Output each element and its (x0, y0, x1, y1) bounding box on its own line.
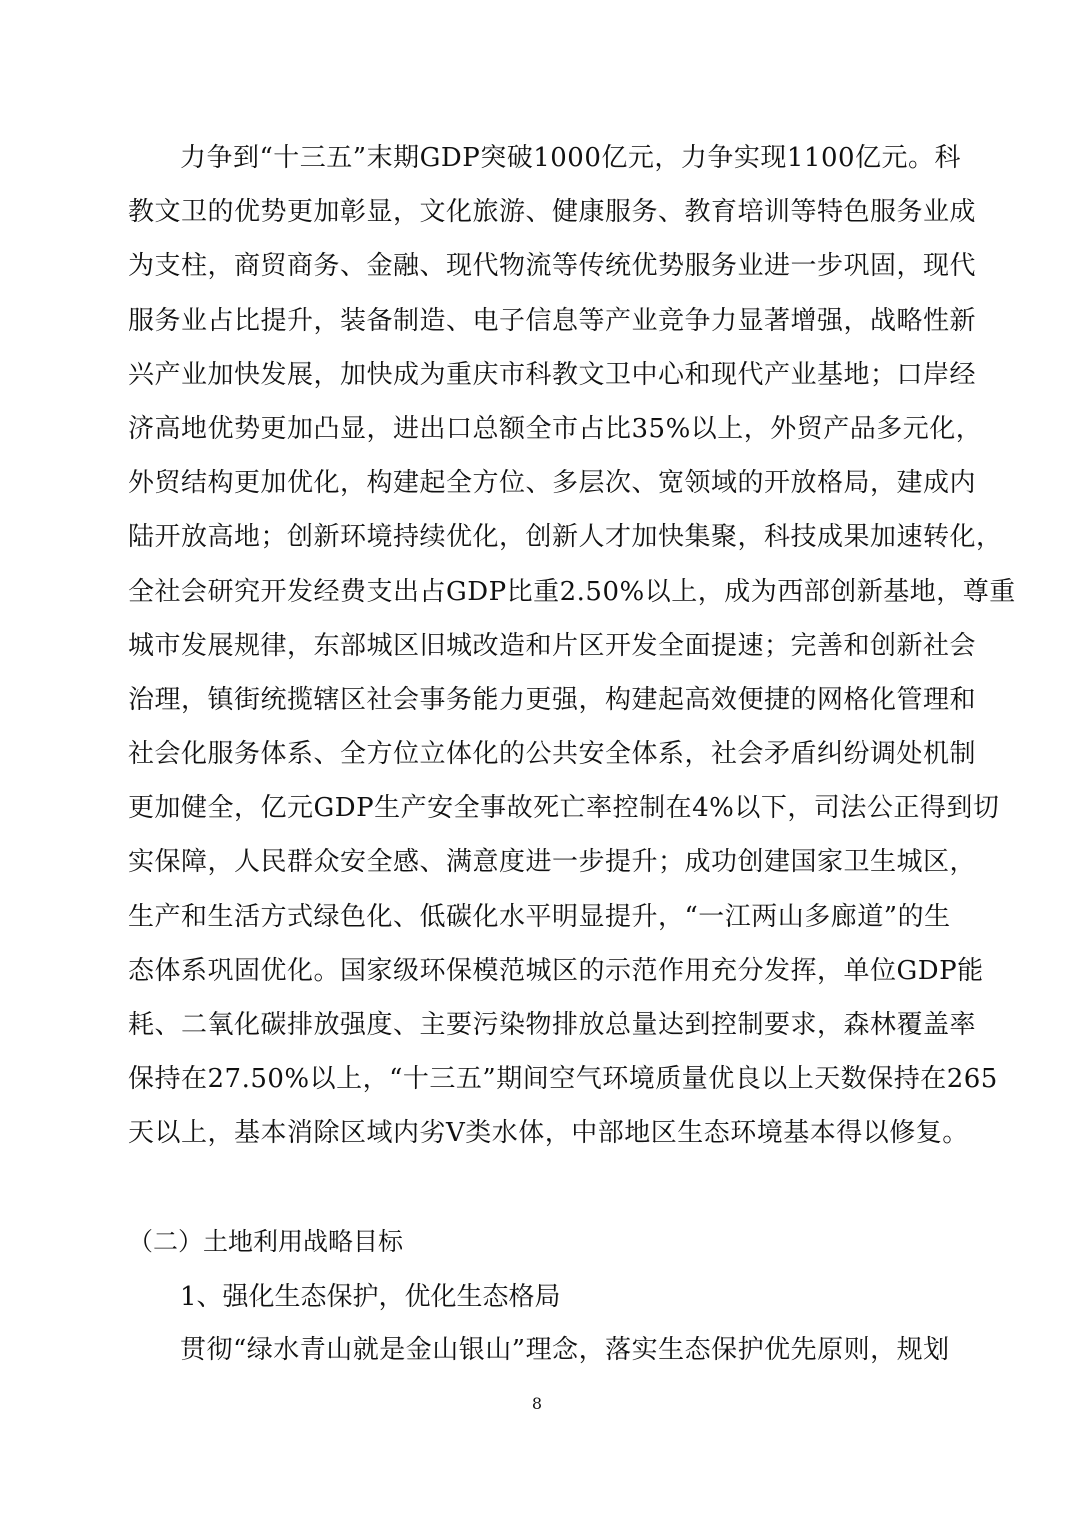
paragraph-line: 更加健全，亿元GDP生产安全事故死亡率控制在4%以下，司法公正得到切 (128, 793, 1000, 824)
paragraph-line: 保持在27.50%以上，“十三五”期间空气环境质量优良以上天数保持在265 (128, 1064, 998, 1095)
page-number: 8 (531, 1394, 543, 1413)
paragraph-line: 城市发展规律，东部城区旧城改造和片区开发全面提速；完善和创新社会 (128, 630, 977, 661)
paragraph-goals (128, 136, 1016, 1166)
paragraph-line: 治理，镇街统揽辖区社会事务能力更强，构建起高效便捷的网格化管理和 (128, 684, 977, 715)
paragraph-line: 为支柱，商贸商务、金融、现代物流等传统优势服务业进一步巩固，现代 (128, 251, 977, 282)
paragraph-line: 耗、二氧化碳排放强度、主要污染物排放总量达到控制要求，森林覆盖率 (128, 1010, 977, 1040)
paragraph-line: 力争到“十三五”末期GDP突破1000亿元，力争实现1100亿元。科 (180, 143, 962, 173)
paragraph-line: 实保障，人民群众安全感、满意度进一步提升；成功创建国家卫生城区， (128, 847, 977, 878)
paragraph-line: 外贸结构更加优化，构建起全方位、多层次、宽领域的开放格局，建成内 (128, 468, 977, 499)
paragraph-line: 济高地优势更加凸显，进出口总额全市占比35%以上，外贸产品多元化， (128, 413, 983, 444)
paragraph-line: 教文卫的优势更加彰显，文化旅游、健康服务、教育培训等特色服务业成 (128, 197, 977, 228)
paragraph-line: 服务业占比提升，装备制造、电子信息等产业竞争力显著增强，战略性新 (128, 305, 977, 336)
paragraph-line: 全社会研究开发经费支出占GDP比重2.50%以上，成为西部创新基地，尊重 (128, 576, 1016, 607)
paragraph-line: 社会化服务体系、全方位立体化的公共安全体系，社会矛盾纠纷调处机制 (128, 739, 977, 770)
paragraph-line: 贯彻“绿水青山就是金山银山”理念，落实生态保护优先原则，规划 (180, 1335, 950, 1365)
paragraph-line: 陆开放高地；创新环境持续优化，创新人才加快集聚，科技成果加速转化， (128, 522, 1003, 553)
paragraph-line: 态体系巩固优化。国家级环保模范城区的示范作用充分发挥，单位GDP能 (128, 955, 984, 986)
paragraph-line: 生产和生活方式绿色化、低碳化水平明显提升，“一江两山多廊道”的生 (128, 901, 951, 932)
subsection-heading: 1、强化生态保护，优化生态格局 (180, 1282, 561, 1312)
paragraph-line: 天以上，基本消除区域内劣V类水体，中部地区生态环境基本得以修复。 (128, 1118, 969, 1149)
paragraph-closing (128, 1328, 948, 1382)
section-heading: （二）土地利用战略目标 (128, 1227, 404, 1256)
paragraph-line: 兴产业加快发展，加快成为重庆市科教文卫中心和现代产业基地；口岸经 (128, 359, 977, 390)
